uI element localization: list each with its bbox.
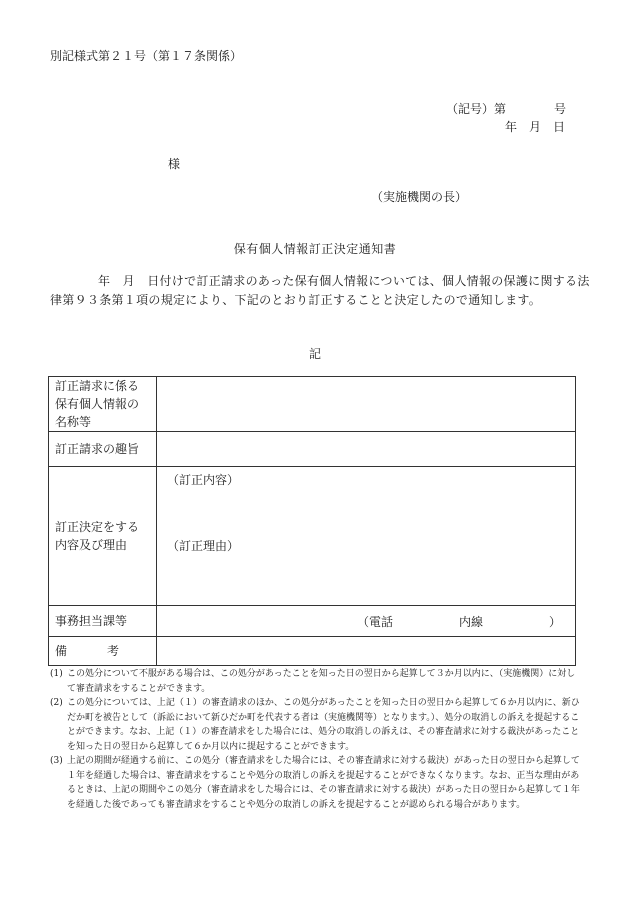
document-title: 保有個人情報訂正決定通知書: [233, 242, 397, 256]
info-name-field[interactable]: [157, 377, 576, 432]
note-text: この処分については、上記（１）の審査請求のほか、この処分があったことを知った日の翌日から起算して６か月以内に、新ひだか町を被告として（訴訟において新ひだか町を代表する者は（実施機関等）となります。）、処分の取消しの訴えを提起することができます。なお、上記（１）の審査請求をした場合には、処分の取消しの訴えは、その審査請求に対する裁決があったことを知った日の翌日から起算して６か月以内に提起することができます。: [67, 698, 580, 752]
table-row: [49, 467, 576, 606]
note-item: [50, 696, 580, 754]
office-field[interactable]: [157, 606, 576, 637]
note-number: (2): [50, 698, 63, 708]
row-label-decision: 訂正決定をする内容及び理由: [49, 467, 157, 606]
note-item: [50, 754, 580, 812]
decision-table: [48, 376, 576, 666]
remarks-field[interactable]: [157, 637, 576, 666]
note-text: 上記の期間が経過する前に、この処分（審査請求をした場合には、その審査請求に対する裁決）があった日の翌日から起算して１年を経過した場合は、審査請求をすることや処分の取消しの訴えを提起することができなくなります。なお、正当な理由があるときは、上記の期間やこの処分（審査請求をした場合には、その審査請求に対する裁決）があった日の翌日から起算して１年を経過した後であっても審査請求をすることや処分の取消しの訴えを提起することが認められる場合があります。: [67, 756, 580, 810]
note-text: この処分について不服がある場合は、この処分があったことを知った日の翌日から起算して３か月以内に、（実施機関）に対して審査請求をすることができます。: [67, 669, 576, 694]
notice-body-text: 年 月 日付けで訂正請求のあった保有個人情報については、個人情報の保護に関する法律第９３条第１項の規定により、下記のとおり訂正することと決定したので通知します。: [50, 274, 590, 307]
notice-body: [50, 272, 590, 309]
reference-number: [446, 100, 566, 117]
row-label-info-name: 訂正請求に係る保有個人情報の名称等: [49, 377, 157, 432]
reference-number-label: （記号）第: [446, 102, 507, 116]
phone-close: ）: [549, 615, 562, 629]
extension-label: 内線: [459, 615, 484, 629]
form-number: 別記様式第２１号（第１７条関係）: [50, 49, 243, 63]
request-purpose-field[interactable]: [157, 432, 576, 467]
row-label-request-purpose: 訂正請求の趣旨: [49, 432, 157, 467]
note-number: (1): [50, 669, 63, 679]
issuer: （実施機関の長）: [371, 190, 468, 204]
reference-number-suffix: 号: [554, 102, 567, 116]
phone-label: （電話: [357, 615, 394, 629]
table-row: [49, 377, 576, 432]
row-label-office: 事務担当課等: [49, 606, 157, 637]
table-row: [49, 432, 576, 467]
notes: [50, 667, 580, 812]
note-number: (3): [50, 756, 63, 766]
issue-date: 年 月 日: [505, 120, 566, 134]
addressee: 様: [168, 157, 181, 171]
decision-field[interactable]: [157, 467, 576, 606]
table-row: [49, 606, 576, 637]
correction-reason-label: （訂正理由）: [167, 539, 240, 553]
note-item: [50, 667, 580, 696]
ki-heading: 記: [308, 347, 321, 361]
table-row: [49, 637, 576, 666]
correction-content-label: （訂正内容）: [167, 473, 240, 487]
row-label-remarks: 備 考: [49, 637, 157, 666]
